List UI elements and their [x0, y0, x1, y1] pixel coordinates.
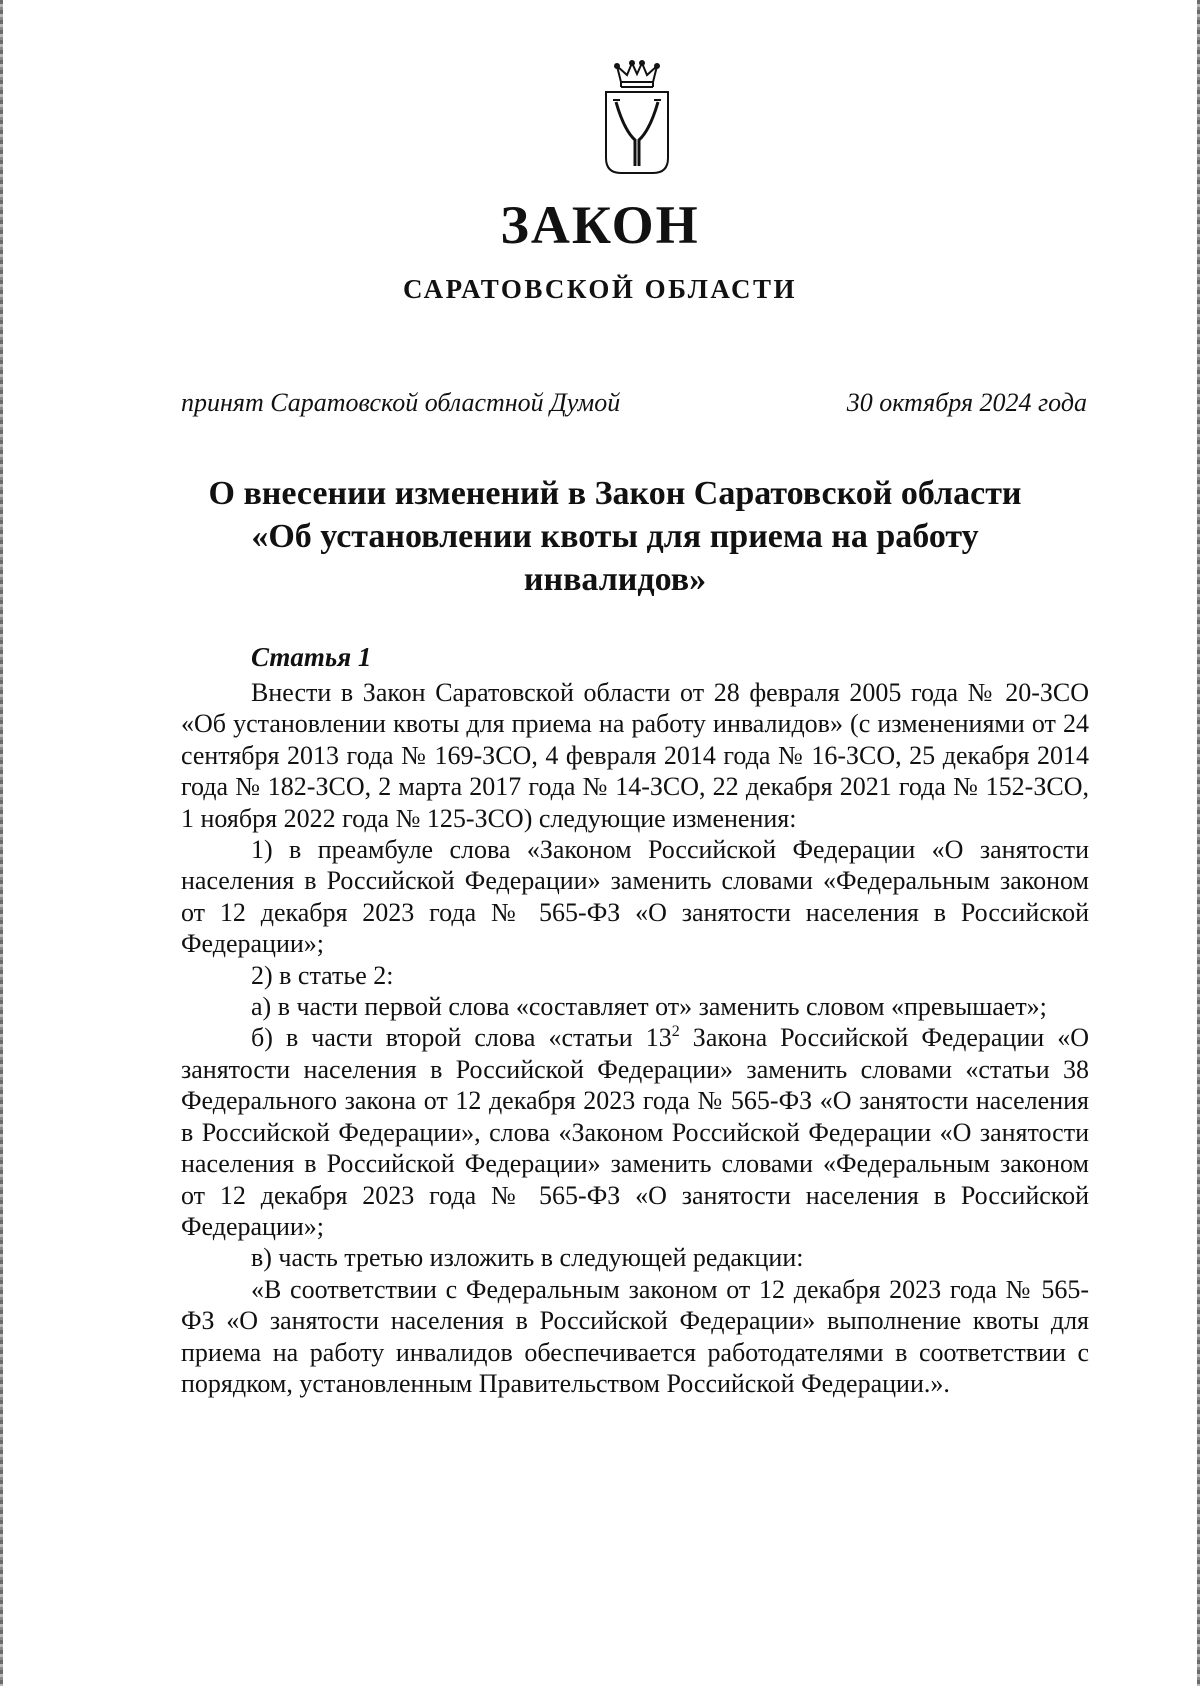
document-heading-line: «Об установлении квоты для приема на работу: [251, 518, 979, 555]
saratov-coat-of-arms-emblem: [596, 60, 678, 178]
item-2c-paragraph: в) часть третью изложить в следующей редакции:: [251, 1243, 804, 1273]
item-2b-text-end: Закона Российской Федерации «О занятости населения в Российской Федерации» заменить словами «статьи 38 Федерального закона от 12 декабря 2023 года № 565-ФЗ «О занятости населения в Российской Федерации», слова «Законом Российской Федерации «О занятости населения в Российской Федерации» заменить словами «Федеральным законом от 12 декабря 2023 года № 565-ФЗ «О занятости населения в Российской Федерации»;: [181, 1023, 1090, 1241]
article-body: [181, 677, 1089, 1399]
item-2a-paragraph: а) в части первой слова «составляет от» заменить словом «превышает»;: [251, 992, 1047, 1022]
article-title: Статья 1: [251, 642, 372, 672]
item-2b-paragraph: [181, 1022, 1089, 1242]
item-2b-superscript: 2: [671, 1023, 680, 1041]
document-heading-line: инвалидов»: [523, 561, 707, 598]
scan-edge-left: [0, 0, 3, 1686]
item-2-paragraph: 2) в статье 2:: [251, 960, 394, 990]
item-1-paragraph: 1) в преамбуле слова «Законом Российской Федерации «О занятости населения в Российской Федерации» заменить словами «Федеральным законом от 12 декабря 2023 года № 565-ФЗ «О занятости населения в Российской Федерации»;: [181, 835, 1089, 959]
article-intro-paragraph: Внести в Закон Саратовской области от 28 февраля 2005 года № 20-ЗСО «Об установлении квоты для приема на работу инвалидов» (с изменениями от 24 сентября 2013 года № 169-ЗСО, 4 февраля 2014 года № 16-ЗСО, 25 декабря 2014 года № 182-ЗСО, 2 марта 2017 года № 14-ЗСО, 22 декабря 2021 года № 152-ЗСО, 1 ноября 2022 года № 125-ЗСО) следующие изменения:: [181, 678, 1089, 833]
law-title: ЗАКОН: [500, 195, 700, 255]
document-heading: [150, 472, 1080, 601]
item-2b-text-start: б) в части второй слова «статьи 13: [251, 1023, 672, 1053]
new-text-quote-paragraph: «В соответствии с Федеральным законом от 12 декабря 2023 года № 565-ФЗ «О занятости населения в Российской Федерации» выполнение квоты для приема на работу инвалидов обеспечивается работодателями в соответствии с порядком, установленным Правительством Российской Федерации.».: [181, 1274, 1089, 1398]
document-heading-line: О внесении изменений в Закон Саратовской области: [208, 475, 1022, 512]
adopted-by-label: принят Саратовской областной Думой: [181, 388, 621, 417]
adopted-date: 30 октября 2024 года: [846, 388, 1087, 417]
law-region-subtitle: САРАТОВСКОЙ ОБЛАСТИ: [402, 274, 798, 304]
